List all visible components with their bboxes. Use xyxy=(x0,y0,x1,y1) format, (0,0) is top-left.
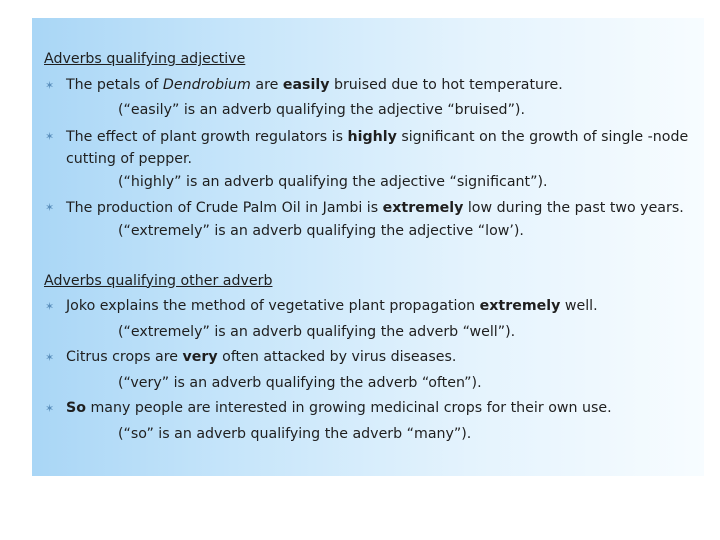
adverb-highlight: extremely xyxy=(382,200,464,216)
example-sentence xyxy=(66,345,694,371)
example-sentence xyxy=(66,396,694,422)
sentence-text: Joko explains the method of vegetative plant propagation xyxy=(66,298,480,314)
example-sentence xyxy=(66,124,694,170)
example-sentence xyxy=(66,294,694,320)
example-sentence xyxy=(66,195,694,219)
explanation-text: (“extremely” is an adverb qualifying the adjective “low’). xyxy=(118,223,524,239)
list-item xyxy=(44,294,694,320)
sentence-text: often attacked by virus diseases. xyxy=(217,349,457,365)
adverb-highlight: extremely xyxy=(479,298,561,314)
explanation-text: (“so” is an adverb qualifying the adverb “many”). xyxy=(118,425,472,442)
list-item xyxy=(44,195,694,219)
bullet-icon: ✶ xyxy=(45,402,55,415)
bullet-icon: ✶ xyxy=(45,78,55,92)
sentence-text: are xyxy=(250,76,283,93)
explanation-text: (“very” is an adverb qualifying the adverb “often”). xyxy=(118,374,482,391)
explanation-text: (“easily” is an adverb qualifying the adjective “bruised”). xyxy=(118,102,525,118)
bullet-icon: ✶ xyxy=(45,201,55,214)
section-spacer xyxy=(44,245,694,269)
sentence-text: low during the past two years. xyxy=(463,200,684,216)
example-sentence xyxy=(66,73,694,99)
sentence-text: The petals of xyxy=(66,76,163,93)
sentence-text: bruised due to hot temperature. xyxy=(329,76,563,93)
adverb-highlight: easily xyxy=(282,76,330,93)
list-item xyxy=(44,124,694,170)
sentence-text: The production of Crude Palm Oil in Jambi is xyxy=(66,200,383,216)
bullet-icon: ✶ xyxy=(45,351,55,364)
list-item xyxy=(44,73,694,99)
section-heading-adjective: Adverbs qualifying adjective xyxy=(44,51,246,67)
italic-term: Dendrobium xyxy=(162,76,251,93)
sentence-text: The effect of plant growth regulators is xyxy=(66,128,348,145)
list-item xyxy=(44,396,694,422)
adverb-highlight: So xyxy=(66,400,86,416)
sentence-text: Citrus crops are xyxy=(66,349,183,365)
adverb-highlight: very xyxy=(182,349,218,365)
sentence-text: well. xyxy=(560,298,598,314)
bullet-icon: ✶ xyxy=(45,129,55,143)
sentence-text: significant on the growth of single -node cutting of pepper. xyxy=(66,128,689,167)
section-heading-adverb: Adverbs qualifying other adverb xyxy=(44,272,273,289)
sentence-text: many people are interested in growing medicinal crops for their own use. xyxy=(85,400,612,416)
list-item xyxy=(44,345,694,371)
adverb-highlight: highly xyxy=(347,128,397,145)
slide-content xyxy=(44,47,694,447)
explanation-text: (“highly” is an adverb qualifying the adjective “significant”). xyxy=(118,173,548,190)
bullet-icon: ✶ xyxy=(45,300,55,313)
explanation-text: (“extremely” is an adverb qualifying the adverb “well”). xyxy=(118,323,516,340)
